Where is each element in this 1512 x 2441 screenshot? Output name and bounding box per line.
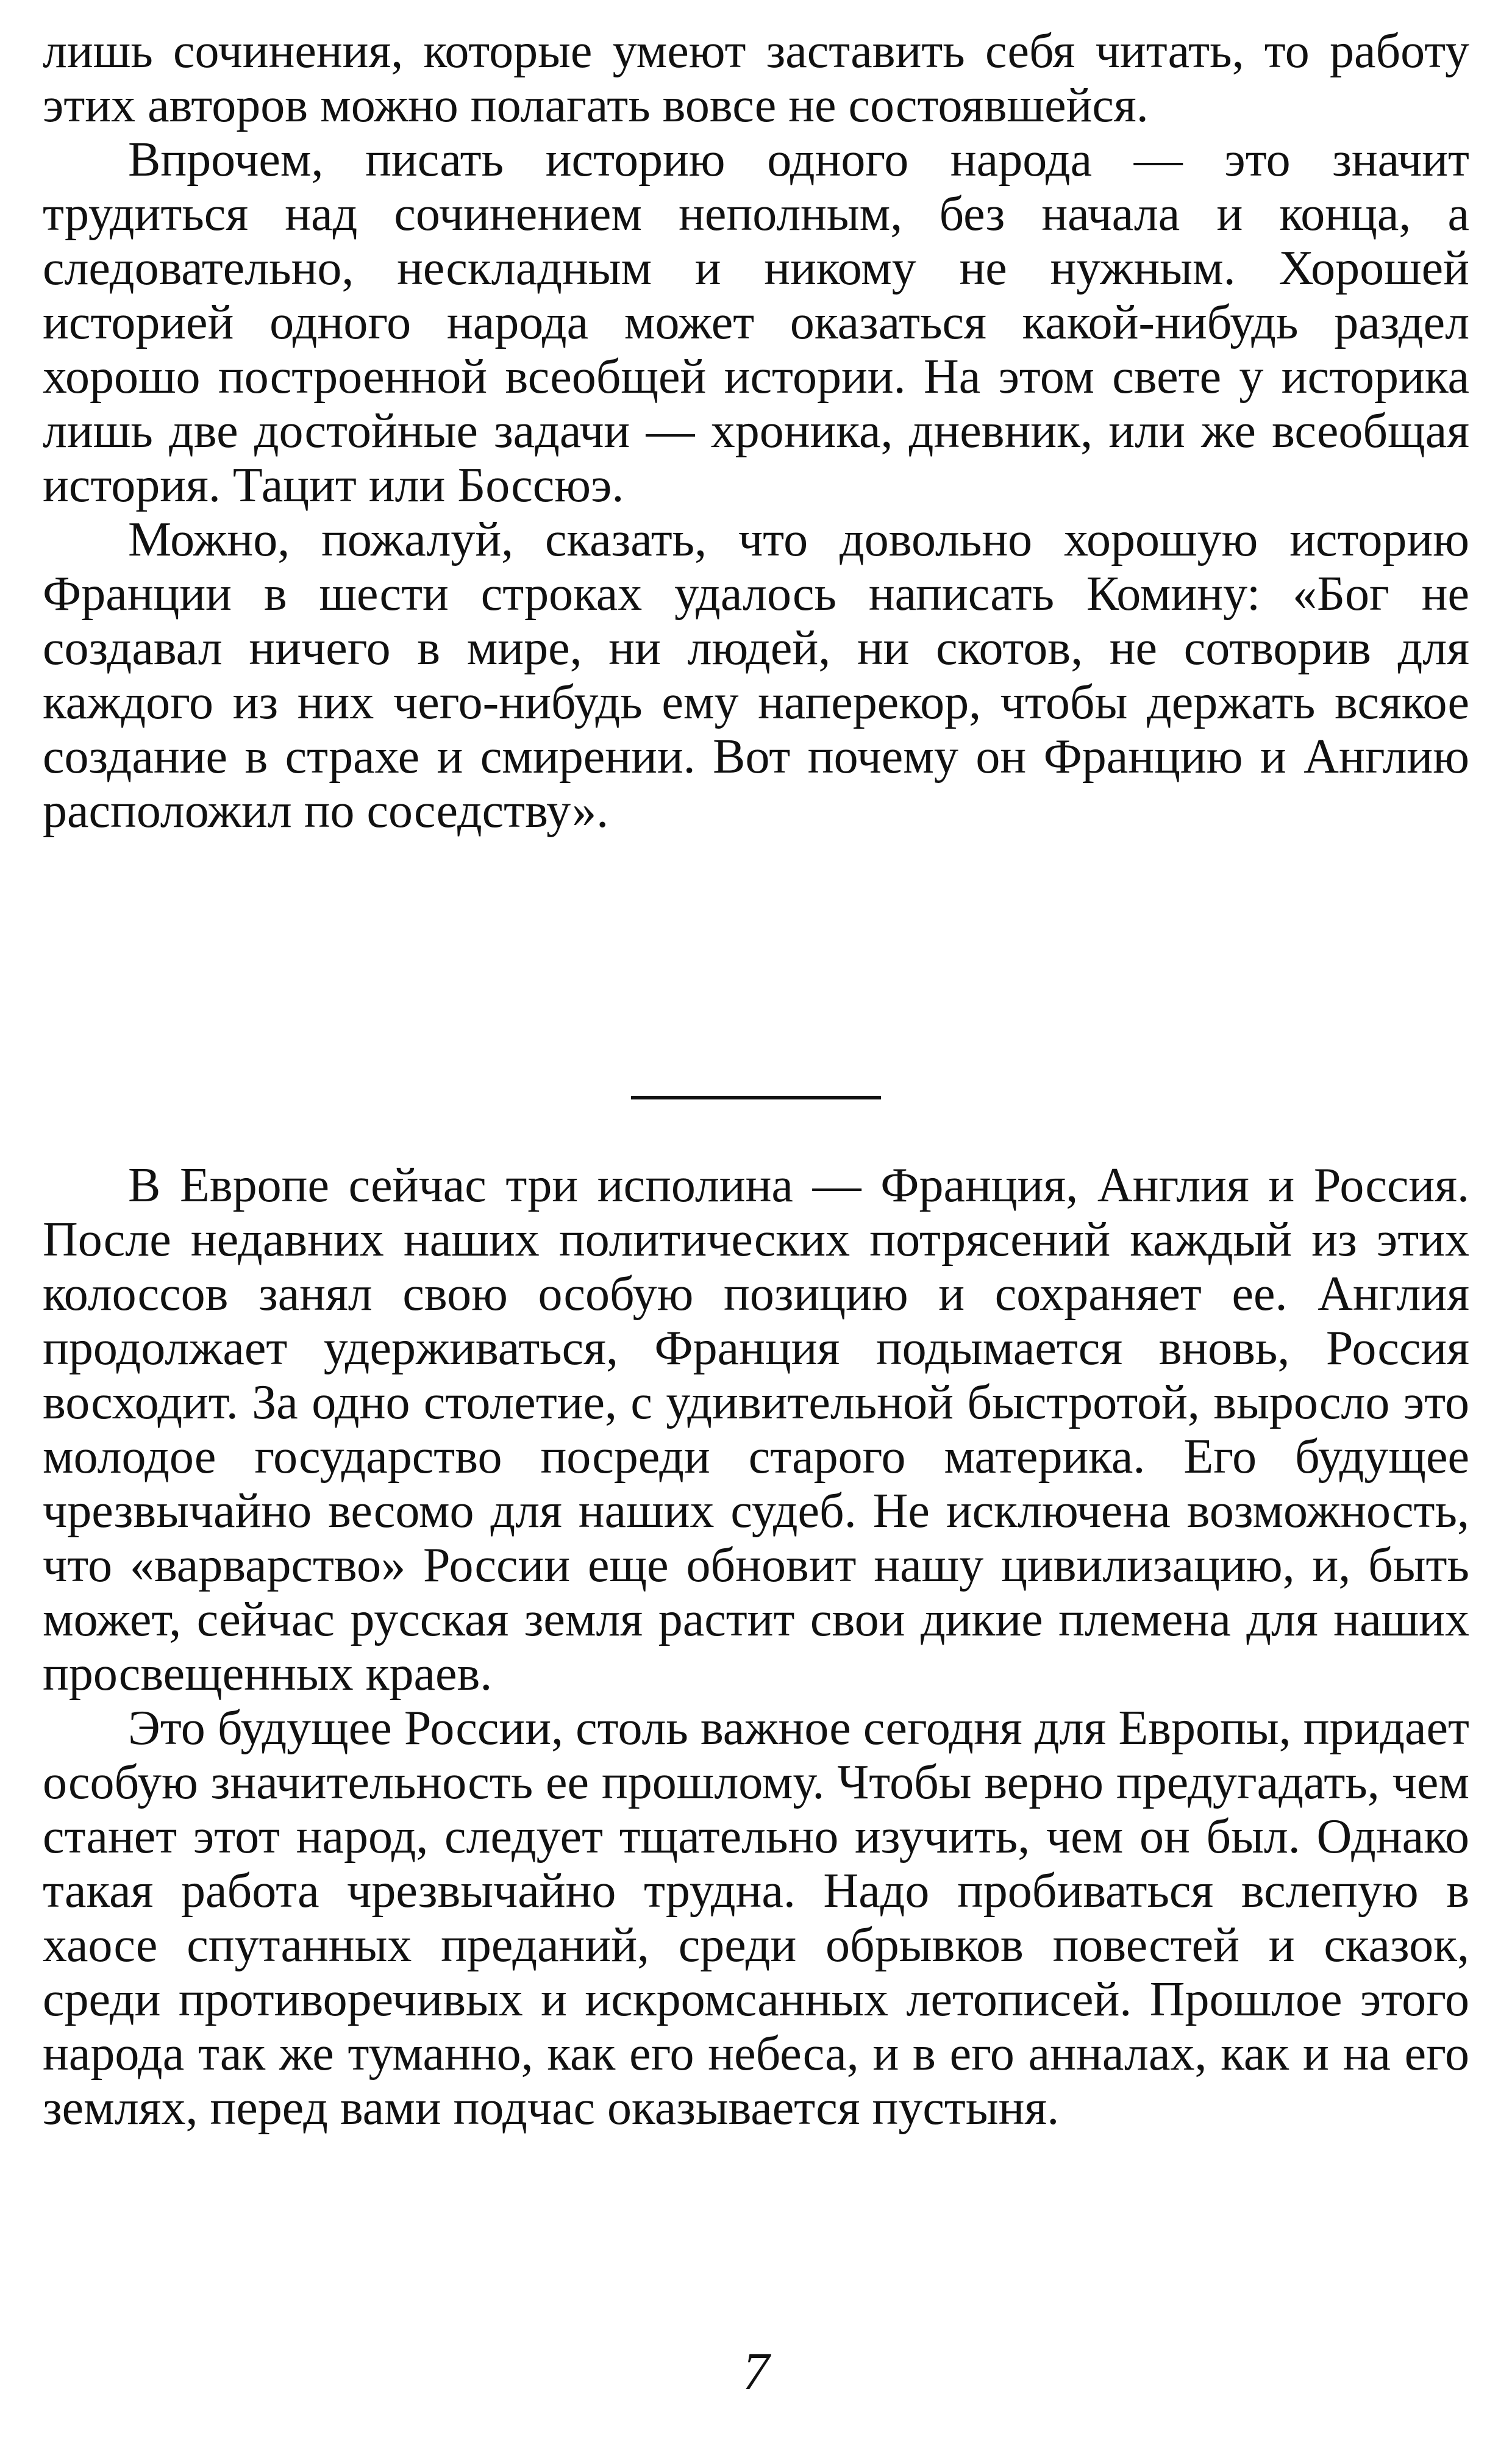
- paragraph: В Европе сейчас три исполина — Франция, Англия и Россия. После недавних наших политических потрясений каждый из этих колоссов занял свою особую позицию и сохраняет ее. Англия продолжает удерживаться, Франция подымается вновь, Россия восходит. За одно столетие, с удивительной быстротой, выросло это молодое государство посреди старого материка. Его будущее чрезвычайно весомо для наших судеб. Не исключена возможность, что «варварство» России еще обновит нашу цивилизацию, и, быть может, сейчас русская земля растит свои дикие племена для наших просвещенных краев.: [43, 1159, 1469, 1701]
- paragraph: Впрочем, писать историю одного народа — это значит трудиться над сочинением неполным, без начала и конца, а следовательно, нескладным и никому не нужным. Хорошей историей одного народа может оказаться какой-нибудь раздел хорошо построенной всеобщей истории. На этом свете у историка лишь две достойные задачи — хроника, дневник, или же всеобщая история. Тацит или Боссюэ.: [43, 133, 1469, 512]
- paragraph: Можно, пожалуй, сказать, что довольно хорошую историю Франции в шести строках удалось написать Комину: «Бог не создавал ничего в мире, ни людей, ни скотов, не сотворив для каждого из них чего-нибудь ему наперекор, чтобы держать всякое создание в страхе и смирении. Вот почему он Францию и Англию расположил по соседству».: [43, 513, 1469, 838]
- text-section-top: [43, 24, 1469, 838]
- page-number: 7: [743, 2342, 769, 2401]
- section-divider: [631, 1096, 881, 1099]
- text-section-bottom: [43, 1159, 1469, 2135]
- book-page: [43, 24, 1469, 2417]
- paragraph-continued: лишь сочинения, которые умеют заставить себя читать, то работу этих авторов можно полагать вовсе не состоявшейся.: [43, 24, 1469, 132]
- paragraph: Это будущее России, столь важное сегодня для Европы, придает особую значительность ее прошлому. Чтобы верно предугадать, чем станет этот народ, следует тщательно изучить, чем он был. Однако такая работа чрезвычайно трудна. Надо пробиваться вслепую в хаосе спутанных преданий, среди обрывков повестей и сказок, среди противоречивых и искромсанных летописей. Прошлое этого народа так же туманно, как его небеса, и в его анналах, как и на его землях, перед вами подчас оказывается пустыня.: [43, 1701, 1469, 2135]
